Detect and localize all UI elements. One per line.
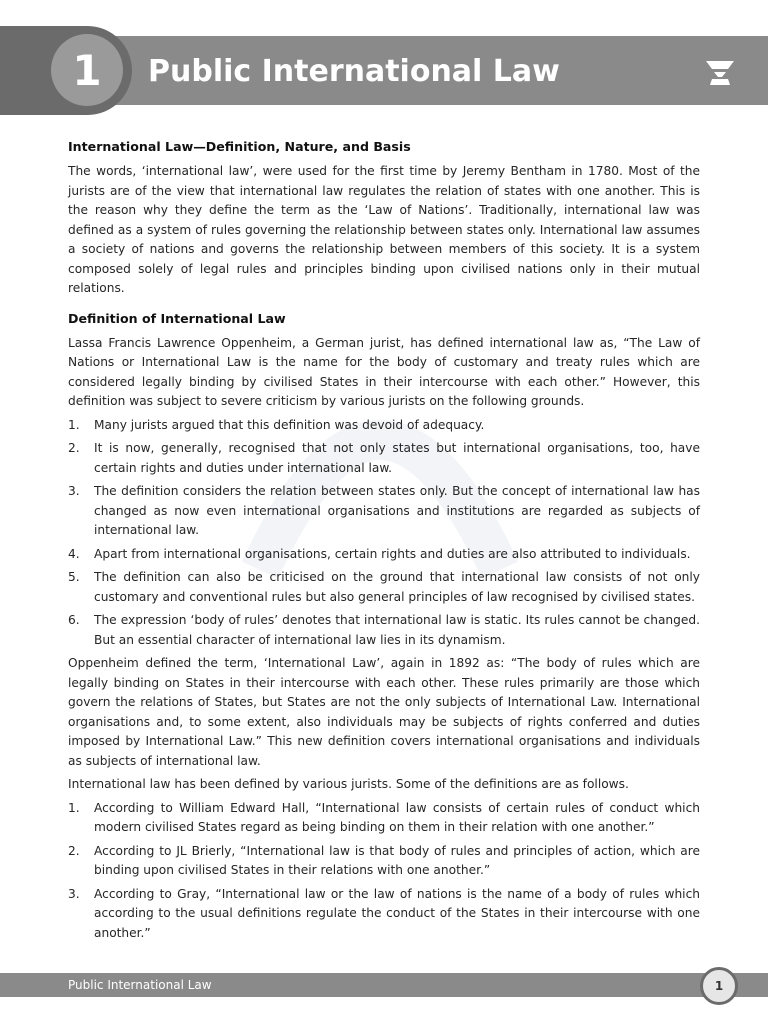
oppenheim-1892-paragraph: Oppenheim defined the term, ‘International Law’, again in 1892 as: “The body of rules which are legally binding on States in their intercourse with each other. These rules primarily are those which govern the relations of States, but States are not the only subjects of International Law. International organisations and, to some extent, also individuals may be subjects of rights conferred and duties imposed by International Law.” This new definition covers international organisations and individuals as subjects of international law. (68, 656, 700, 768)
list-number: 4. (68, 546, 80, 561)
list-text: The definition can also be criticised on the ground that international law consists of not only customary and conventional rules but also general principles of law recognised by civilised states. (94, 570, 700, 604)
list-number: 3. (68, 886, 80, 901)
list-number: 6. (68, 613, 80, 627)
footer-title: Public International Law (68, 978, 212, 992)
list-text: The expression ‘body of rules’ denotes that international law is static. Its rules cannot be changed. But an essential character of international law lies in its dynamism. (94, 613, 700, 647)
list-item (68, 885, 700, 944)
list-text: According to Gray, “International law or the law of nations is the name of a body of rules which according to the usual definitions regulate the conduct of the States in their intercourse with one another.” (94, 886, 700, 940)
list-item (68, 439, 700, 478)
list-text: It is now, generally, recognised that not only states but international organisations, too, have certain rights and duties under international law. (94, 441, 700, 475)
page-number: 1 (700, 967, 738, 1005)
list-item (68, 842, 700, 881)
list-item (68, 545, 700, 565)
page-content (68, 137, 700, 947)
list-text: According to William Edward Hall, “International law consists of certain rules of conduct which modern civilised States regard as being binding on them in their relation with one another.” (94, 800, 700, 834)
list-text: According to JL Brierly, “International law is that body of rules and principles of action, which are binding upon civilised States in their relations with one another.” (94, 843, 700, 877)
list-item (68, 611, 700, 650)
section-heading-definition: Definition of International Law (68, 310, 286, 326)
list-text: Many jurists argued that this definition was devoid of adequacy. (94, 417, 485, 432)
publisher-logo-icon (704, 60, 736, 86)
chapter-number: 1 (51, 34, 123, 106)
list-number: 5. (68, 570, 80, 584)
section-heading-definition-nature-basis: International Law—Definition, Nature, and Basis (68, 139, 411, 154)
criticism-list (68, 416, 700, 651)
list-item (68, 482, 700, 541)
definitions-intro-paragraph: International law has been defined by various jurists. Some of the definitions are as follows. (68, 777, 629, 791)
list-text: The definition considers the relation between states only. But the concept of international law has changed as now even international organisations and institutions are regarded as subjects of international law. (94, 484, 700, 537)
list-number: 2. (68, 441, 80, 455)
definitions-list (68, 799, 700, 944)
list-number: 2. (68, 843, 80, 858)
list-item (68, 799, 700, 838)
list-number: 1. (68, 800, 80, 815)
list-number: 1. (68, 417, 80, 432)
intro-paragraph: The words, ‘international law’, were used for the first time by Jeremy Bentham in 1780. Most of the jurists are of the view that international law regulates the relation of states with one another. This is the reason why they define the term as the ‘Law of Nations’. Traditionally, international law was defined as a system of rules governing the relationship between states only. International law assumes a society of nations and governs the relationship between members of this society. It is a system composed solely of legal rules and principles binding upon civilised nations only in their mutual relations. (68, 164, 700, 295)
oppenheim-definition-paragraph: Lassa Francis Lawrence Oppenheim, a German jurist, has defined international law as, “The Law of Nations or International Law is the name for the body of customary and treaty rules which are considered legally binding by civilised States in their intercourse with each other.” However, this definition was subject to severe criticism by various jurists on the following grounds. (68, 335, 700, 408)
chapter-title: Public International Law (148, 54, 560, 89)
list-text: Apart from international organisations, certain rights and duties are also attributed to individuals. (94, 546, 691, 561)
list-number: 3. (68, 484, 80, 498)
list-item (68, 416, 700, 436)
list-item (68, 568, 700, 607)
